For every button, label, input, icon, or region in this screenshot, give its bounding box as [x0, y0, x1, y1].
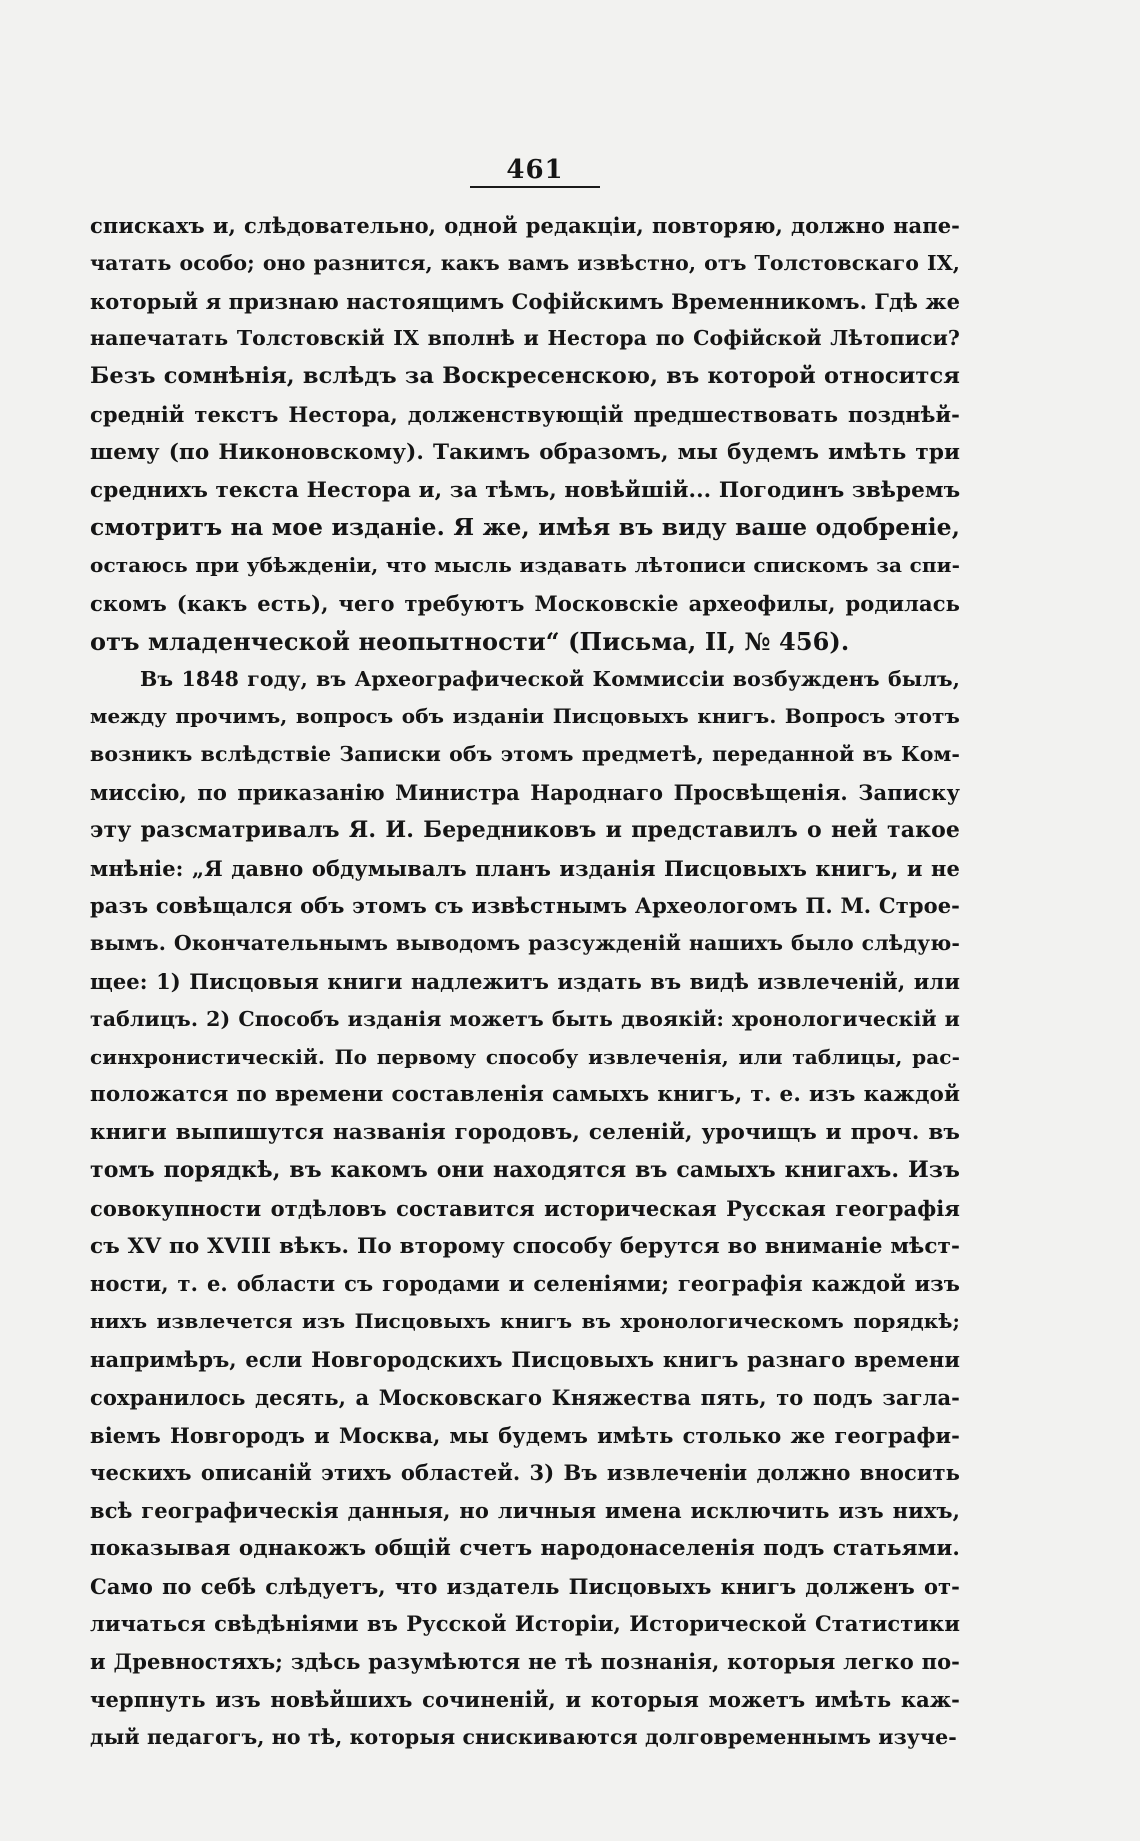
text-line: возникъ вслѣдствіе Записки объ этомъ предметѣ, переданной въ Ком-	[90, 742, 960, 767]
text-line: Въ 1848 году, въ Археографической Коммиссіи возбужденъ былъ,	[140, 666, 960, 691]
paragraph	[90, 207, 960, 661]
text-line: Безъ сомнѣнія, вслѣдъ за Воскресенскою, въ которой относится	[90, 363, 960, 390]
text-line: напечатать Толстовскій IX вполнѣ и Нестора по Софійской Лѣтописи?	[90, 326, 960, 351]
text-line: черпнуть изъ новѣйшихъ сочиненій, и которыя можетъ имѣть каж-	[90, 1687, 960, 1713]
text-line: отъ младенческой неопытности“ (Письма, II, № 456).	[90, 626, 850, 656]
text-line: личаться свѣдѣніями въ Русской Исторіи, Исторической Статистики	[90, 1611, 960, 1637]
text-line: съ XV по XVIII вѣкъ. По второму способу берутся во вниманіе мѣст-	[90, 1233, 960, 1259]
text-line: остаюсь при убѣжденіи, что мысль издавать лѣтописи спискомъ за спи-	[90, 553, 960, 578]
text-line: щее: 1) Писцовыя книги надлежитъ издать въ видѣ извлеченій, или	[90, 968, 960, 994]
text-line: дый педагогъ, но тѣ, которыя снискиваются долговременнымъ изуче-	[90, 1724, 957, 1749]
text-line: совокупности отдѣловъ составится историческая Русская географія	[90, 1195, 960, 1221]
text-line: віемъ Новгородъ и Москва, мы будемъ имѣть столько же географи-	[90, 1422, 960, 1448]
text-line: томъ порядкѣ, въ какомъ они находятся въ самыхъ книгахъ. Изъ	[90, 1156, 960, 1183]
text-line: мнѣніе: „Я давно обдумывалъ планъ изданія Писцовыхъ книгъ, и не	[90, 855, 960, 881]
text-line: нихъ извлечется изъ Писцовыхъ книгъ въ хронологическомъ порядкѣ;	[90, 1309, 960, 1334]
text-line: вымъ. Окончательнымъ выводомъ разсужденій нашихъ было слѣдую-	[90, 931, 960, 956]
text-line: эту разсматривалъ Я. И. Бередниковъ и представилъ о ней такое	[90, 816, 960, 843]
body-text	[90, 207, 960, 1757]
text-line: средній текстъ Нестора, долженствующій предшествовать позднѣй-	[90, 401, 960, 427]
text-line: положатся по времени составленія самыхъ книгъ, т. е. изъ каждой	[90, 1082, 960, 1108]
text-line: Само по себѣ слѣдуетъ, что издатель Писцовыхъ книгъ долженъ от-	[90, 1573, 960, 1599]
text-line: ности, т. е. области съ городами и селеніями; географія каждой изъ	[90, 1271, 960, 1297]
text-line: смотритъ на мое изданіе. Я же, имѣя въ виду ваше одобреніе,	[90, 513, 960, 542]
text-line: скомъ (какъ есть), чего требуютъ Московскіе археофилы, родилась	[90, 590, 960, 616]
text-line: и Древностяхъ; здѣсь разумѣются не тѣ познанія, которыя легко по-	[90, 1649, 960, 1675]
text-line: синхронистическій. По первому способу извлеченія, или таблицы, рас-	[90, 1044, 960, 1069]
text-line: разъ совѣщался объ этомъ съ извѣстнымъ Археологомъ П. М. Строе-	[90, 893, 960, 919]
paragraph	[90, 661, 960, 1757]
text-line: миссію, по приказанію Министра Народнаго Просвѣщенія. Записку	[90, 779, 960, 805]
text-line: спискахъ и, слѣдовательно, одной редакціи, повторяю, должно напе-	[90, 213, 960, 238]
text-line: между прочимъ, вопросъ объ изданіи Писцовыхъ книгъ. Вопросъ этотъ	[90, 704, 960, 729]
text-line: ческихъ описаній этихъ областей. 3) Въ извлеченіи должно вносить	[90, 1460, 960, 1486]
text-line: чатать особо; оно разнится, какъ вамъ извѣстно, отъ Толстовскаго IX,	[90, 250, 960, 275]
text-line: среднихъ текста Нестора и, за тѣмъ, новѣйшій... Погодинъ звѣремъ	[90, 477, 960, 503]
text-line: сохранилось десять, а Московскаго Княжества пять, то подъ загла-	[90, 1384, 960, 1410]
text-line: который я признаю настоящимъ Софійскимъ Временникомъ. Гдѣ же	[90, 288, 960, 314]
text-line: книги выпишутся названія городовъ, селеній, урочищъ и проч. въ	[90, 1120, 960, 1146]
page-number-rule	[470, 186, 600, 188]
text-line: таблицъ. 2) Способъ изданія можетъ быть двоякій: хронологическій и	[90, 1006, 960, 1031]
text-line: напримѣръ, если Новгородскихъ Писцовыхъ книгъ разнаго времени	[90, 1346, 960, 1372]
page-number: 461	[506, 155, 564, 185]
text-line: всѣ географическія данныя, но личныя имена исключить изъ нихъ,	[90, 1498, 960, 1524]
text-line: показывая однакожъ общій счетъ народонаселенія подъ статьями.	[90, 1535, 960, 1561]
text-line: шему (по Никоновскому). Такимъ образомъ, мы будемъ имѣть три	[90, 439, 960, 465]
